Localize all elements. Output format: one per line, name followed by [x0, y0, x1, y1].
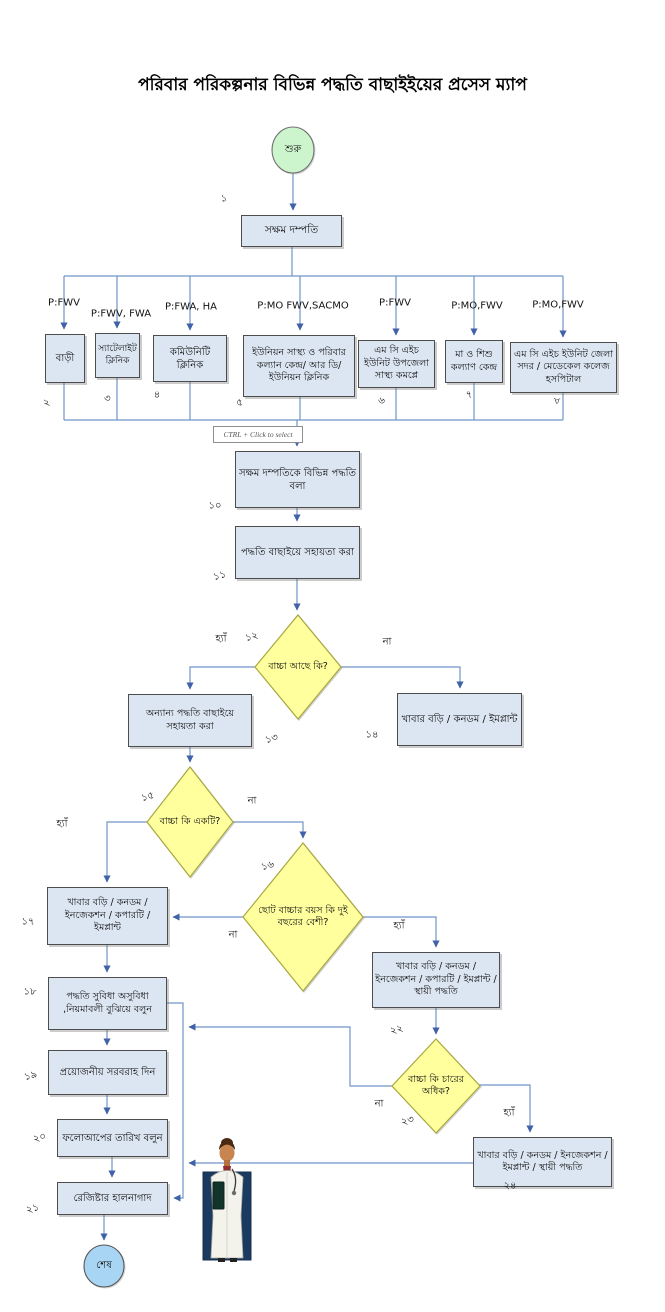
branch-no-youngest-over-two: না	[228, 929, 238, 941]
step-number-6: ৬	[377, 394, 387, 408]
step-number-8: ৮	[553, 394, 563, 408]
provider-label-7: P:MO,FWV	[532, 299, 584, 311]
process-satellite-clinic: স্যাটেলাইট ক্লিনিক	[95, 333, 140, 378]
process-tell-methods: সক্ষম দম্পতিকে বিভিন্ন পদ্ধতি বলা	[235, 451, 360, 508]
process-mother-child-welfare-center: মা ও শিশু কল্যাণ কেন্দ্র	[445, 340, 503, 383]
step-number-16: ১৬	[259, 858, 276, 874]
decision-youngest-over-two-label: ছোট বাচ্চার বয়স কি দুই বছরের বেশী?	[258, 905, 348, 928]
branch-yes-has-child: হ্যাঁ	[215, 633, 227, 645]
branch-yes-youngest-over-two: হ্যাঁ	[393, 920, 405, 932]
process-union-health-center: ইউনিয়ন সাস্থ্য ও পরিবার কল্যান কেন্দ্র/ আর ডি/ ইউনিয়ন ক্লিনিক	[243, 335, 355, 397]
step-number-14: ১৪	[365, 729, 379, 741]
provider-label-5: P:FWV	[379, 297, 411, 309]
process-help-select-other-method: অন্যান্য পদ্ধতি বাছাইয়ে সহায়তা করা	[128, 694, 252, 747]
process-community-clinic: কমিউনিটি ক্লিনিক	[153, 335, 227, 382]
branch-no-one-child: না	[247, 795, 257, 807]
decision-one-child-label: বাচ্চা কি একটি?	[159, 816, 221, 828]
process-tell-followup-date: ফলোআপের তারিখ বলুন	[57, 1119, 168, 1157]
start-node-label: শুরু	[284, 143, 302, 155]
step-number-7: ৭	[465, 389, 473, 401]
process-mch-unit-upazila: এম সি এইচ ইউনিট উপজেলা সাস্থ্য কমপ্লে	[358, 340, 435, 388]
provider-label-6: P:MO,FWV	[451, 300, 503, 312]
step-number-12: ১২	[243, 629, 260, 645]
step-number-20: ২০	[31, 1130, 48, 1146]
decision-more-than-four-label: বাচ্চা কি চারের অধিক?	[408, 1074, 464, 1097]
step-number-17: ১৭	[21, 916, 35, 928]
step-number-5: ৫	[235, 396, 245, 410]
step-number-4: ৪	[153, 389, 161, 401]
process-methods-spacing: খাবার বড়ি / কনডম / ইনজেকশন / কপারটি / ইমপ্লান্ট / স্থায়ী পদ্ধতি	[372, 952, 500, 1008]
step-number-22: ২২	[388, 1022, 405, 1038]
ctrl-click-tooltip: CTRL + Click to select	[213, 426, 303, 443]
step-number-15: ১৫	[139, 789, 156, 805]
branch-yes-more-than-four: হ্যাঁ	[503, 1107, 515, 1119]
process-eligible-couple: সক্ষম দম্পতি	[241, 215, 342, 247]
process-methods-no-child: খাবার বড়ি / কনডম / ইমপ্লান্ট	[397, 693, 522, 746]
branch-yes-one-child: হ্যাঁ	[56, 818, 68, 830]
provider-label-2: P:FWV, FWA	[90, 308, 152, 320]
step-number-3: ৩	[103, 392, 113, 406]
branch-no-has-child: না	[382, 636, 392, 648]
step-number-11: ১১	[211, 568, 228, 584]
step-number-21: ২১	[24, 1201, 41, 1217]
process-update-register: রেজিষ্টার হালনাগাদ	[57, 1182, 168, 1215]
health-worker-clipart	[197, 1136, 257, 1264]
process-methods-one-child: খাবার বড়ি / কনডম / ইনজেকশন / কপারটি / ইমপ্লান্ট	[47, 887, 168, 945]
page-title: পরিবার পরিকল্পনার বিভিন্ন পদ্ধতি বাছাইইয়ের প্রসেস ম্যাপ	[138, 75, 527, 95]
step-number-2: ২	[42, 396, 52, 410]
process-home: বাড়ী	[45, 334, 85, 383]
decision-has-child-label: বাচ্চা আছে কি?	[268, 661, 328, 673]
process-mch-unit-district: এম সি এইচ ইউনিট জেলা সদর / মেডেকেল কলেজ হসপিটাল	[510, 342, 617, 393]
step-number-1: ১	[220, 193, 228, 205]
process-methods-limiting: খাবার বড়ি / কনডম / ইনজেকশন / ইমপ্লান্ট / স্থায়ী পদ্ধতি	[473, 1137, 612, 1187]
step-number-10: ১০	[208, 500, 222, 512]
provider-label-1: P:FWV	[48, 297, 80, 309]
process-help-select-method: পদ্ধতি বাছাইয়ে সহায়তা করা	[235, 526, 360, 579]
step-number-13: ১৩	[263, 731, 280, 747]
step-number-19: ১৯	[22, 1068, 39, 1084]
branch-no-more-than-four: না	[374, 1098, 384, 1110]
provider-label-3: P:FWA, HA	[164, 301, 218, 313]
end-node-label: শেষ	[96, 1259, 112, 1271]
step-number-18: ১৮	[23, 986, 37, 998]
process-give-supplies: প্রয়োজনীয় সরবরাহ দিন	[48, 1050, 167, 1095]
step-number-24: ২৪	[503, 1180, 517, 1192]
provider-label-4: P:MO FWV,SACMO	[257, 300, 349, 312]
process-explain-method-rules: পদ্ধতি সুবিধা অসুবিধা ,নিয়মাবলী বুঝিয়ে বলুন	[48, 977, 167, 1030]
step-number-23: ২৩	[399, 1113, 416, 1129]
